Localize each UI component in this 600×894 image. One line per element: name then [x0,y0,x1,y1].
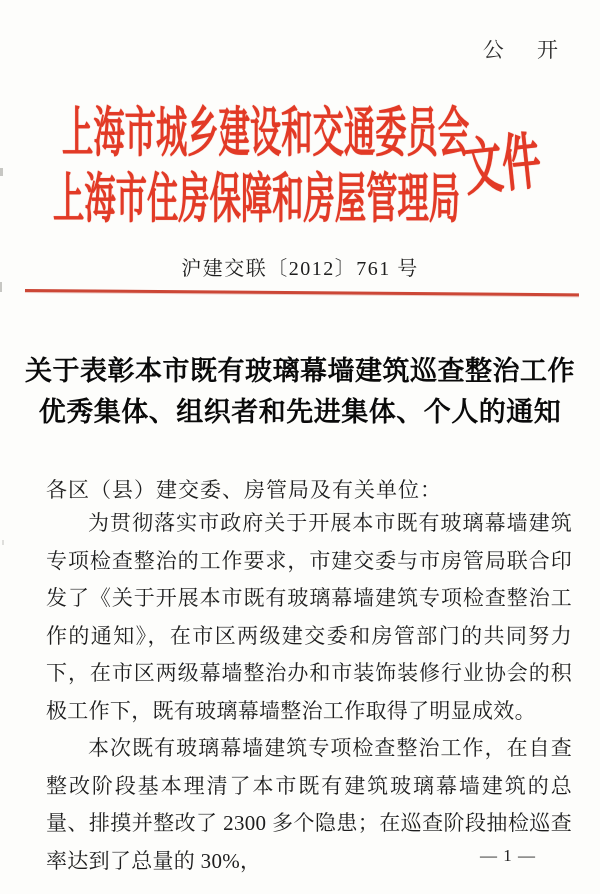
classification-label: 公 开 [482,38,560,62]
body-paragraph: 本次既有玻璃幕墙建筑专项检查整治工作，在自查整改阶段基本理清了本市既有建筑玻璃幕墙建筑的总量、排摸并整改了 2300 多个隐患；在巡查阶段抽检巡查率达到了总量的 30%， [46,736,572,873]
document-title-line1: 关于表彰本市既有玻璃幕墙建筑巡查整治工作 [25,356,575,386]
body-paragraph: 为贯彻落实市政府关于开展本市既有玻璃幕墙建筑专项检查整治的工作要求，市建交委与市房管局联合印发了《关于开展本市既有玻璃幕墙建筑专项检查整治工作的通知》，在市区两级建交委和房管部门的共同努力下，在市区两级幕墙整治办和市装饰装修行业协会的积极工作下，既有玻璃幕墙整治工作取得了明显成效。 [46,511,572,723]
body-text [46,505,572,880]
scan-artifact [2,540,4,545]
red-separator-line [25,289,579,296]
page-number: — 1 — [480,846,536,865]
doc-number: 沪建交联〔2012〕761 号 [181,258,419,280]
salutation: 各区（县）建交委、房管局及有关单位： [46,478,442,502]
scan-artifact [0,282,2,292]
scan-artifact [0,168,3,176]
document-title-line2: 优秀集体、组织者和先进集体、个人的通知 [38,397,562,427]
document-title [20,351,580,433]
agency-name-line1: 上海市城乡建设和交通委员会 [62,103,470,163]
agency-name-line2: 上海市住房保障和房屋管理局 [53,169,461,229]
doc-type-label: 文件 [460,127,545,204]
